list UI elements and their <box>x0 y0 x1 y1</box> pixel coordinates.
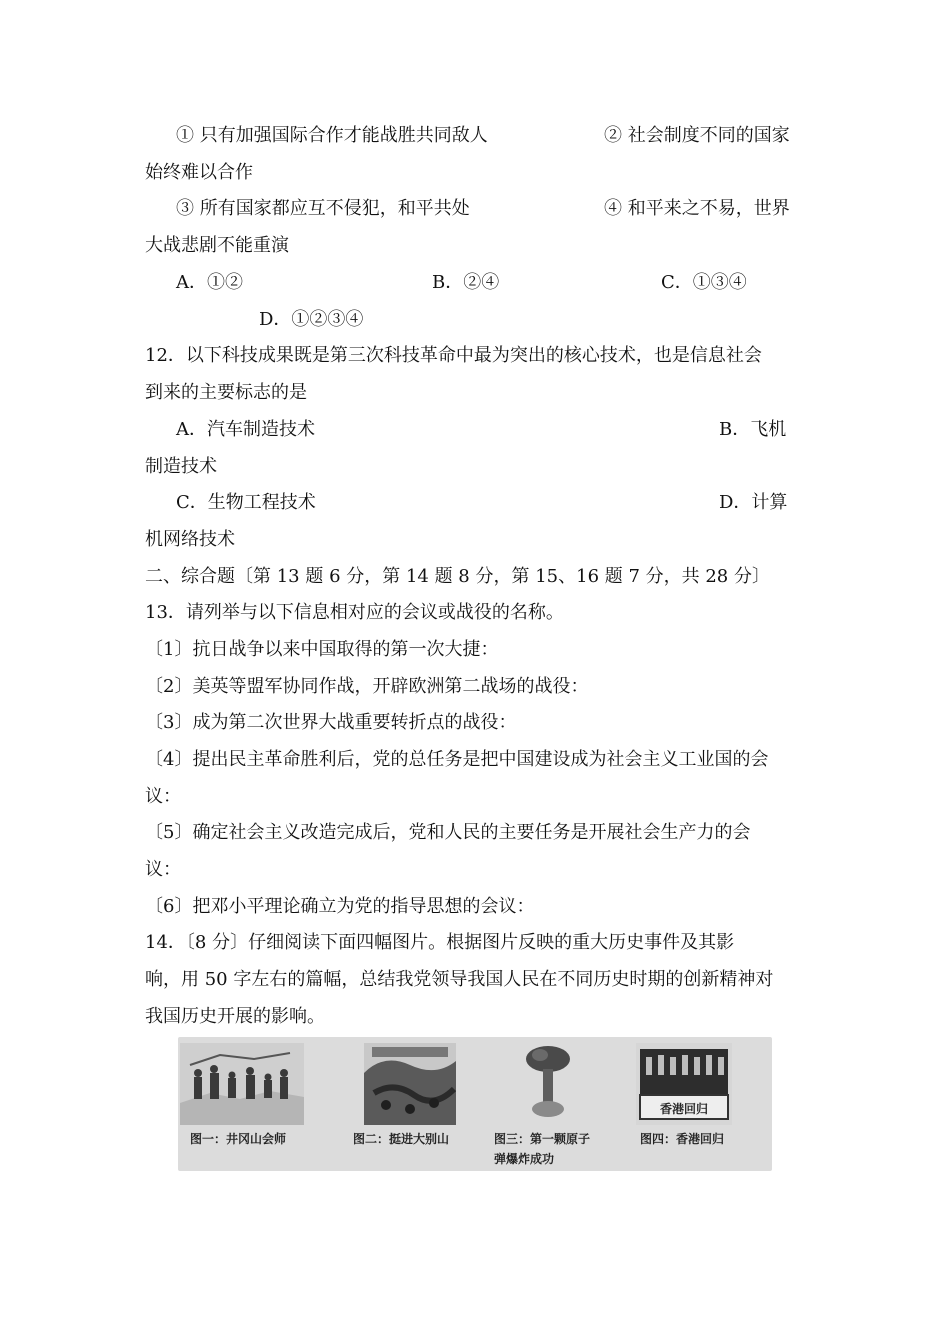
figure-3-caption: 图三：第一颗原子 <box>494 1132 591 1146</box>
q11-choice-b: B．②④ <box>432 272 500 293</box>
q13-item-1: 〔1〕抗日战争以来中国取得的第一次大捷： <box>145 639 499 660</box>
q13-item-2: 〔2〕美英等盟军协同作战，开辟欧洲第二战场的战役： <box>145 676 589 697</box>
q13-item-3: 〔3〕成为第二次世界大战重要转折点的战役： <box>145 712 517 733</box>
q13-item-5: 〔5〕确定社会主义改造完成后，党和人民的主要任务是开展社会生产力的会 <box>145 822 751 843</box>
q12-stem-line-1: 12．以下科技成果既是第三次科技革命中最为突出的核心技术，也是信息社会 <box>145 345 762 366</box>
jinggangshan-meeting-photo <box>180 1043 304 1125</box>
q13-item-4: 〔4〕提出民主革命胜利后，党的总任务是把中国建设成为社会主义工业国的会 <box>145 749 769 770</box>
figure-2-caption: 图二：挺进大别山 <box>353 1132 450 1146</box>
q11-choice-d: D．①②③④ <box>259 309 364 330</box>
q12-stem-line-2: 到来的主要标志的是 <box>145 382 307 403</box>
q14-stem-line-1: 14．〔8 分〕仔细阅读下面四幅图片。根据图片反映的重大历史事件及其影 <box>145 932 735 953</box>
atomic-bomb-mushroom-cloud-photo <box>516 1043 580 1125</box>
q11-option-3: ③ 所有国家都应互不侵犯，和平共处 <box>176 198 470 219</box>
q11-option-1: ① 只有加强国际合作才能战胜共同敌人 <box>176 125 488 146</box>
q11-option-2: ② 社会制度不同的国家 <box>604 125 790 146</box>
figure-4-caption: 图四：香港回归 <box>640 1132 725 1146</box>
q12-choice-b-continued: 制造技术 <box>145 456 217 477</box>
q11-option-2-continued: 始终难以合作 <box>145 162 253 183</box>
q11-choice-c: C．①③④ <box>661 272 747 293</box>
figure-1-caption: 图一：井冈山会师 <box>190 1132 287 1146</box>
q13-stem: 13．请列举与以下信息相对应的会议或战役的名称。 <box>145 602 564 623</box>
q12-choice-d: D．计算 <box>719 492 788 513</box>
q11-option-4-continued: 大战悲剧不能重演 <box>145 235 289 256</box>
dabie-mountain-advance-photo <box>364 1043 456 1125</box>
q13-item-6: 〔6〕把邓小平理论确立为党的指导思想的会议： <box>145 896 535 917</box>
q12-choice-a: A．汽车制造技术 <box>176 419 315 440</box>
section-2-heading: 二、综合题〔第 13 题 6 分，第 14 题 8 分，第 15、16 题 7 分，共 28 分〕 <box>145 566 770 587</box>
q14-stem-line-2: 响，用 50 字左右的篇幅，总结我党领导我国人民在不同历史时期的创新精神对 <box>145 969 774 990</box>
q11-option-4: ④ 和平来之不易，世界 <box>604 198 790 219</box>
q13-item-4-continued: 议： <box>145 786 181 807</box>
q11-choice-a: A．①② <box>176 272 243 293</box>
q12-choice-d-continued: 机网络技术 <box>145 529 235 550</box>
q12-choice-c: C．生物工程技术 <box>176 492 316 513</box>
figure-3-caption-continued: 弹爆炸成功 <box>494 1152 555 1166</box>
q12-choice-b: B．飞机 <box>719 419 787 440</box>
handover-banner-text: 香港回归 <box>659 1102 708 1116</box>
q14-stem-line-3: 我国历史开展的影响。 <box>145 1006 325 1027</box>
q13-item-5-continued: 议： <box>145 859 181 880</box>
historical-photos-figure <box>178 1037 772 1171</box>
